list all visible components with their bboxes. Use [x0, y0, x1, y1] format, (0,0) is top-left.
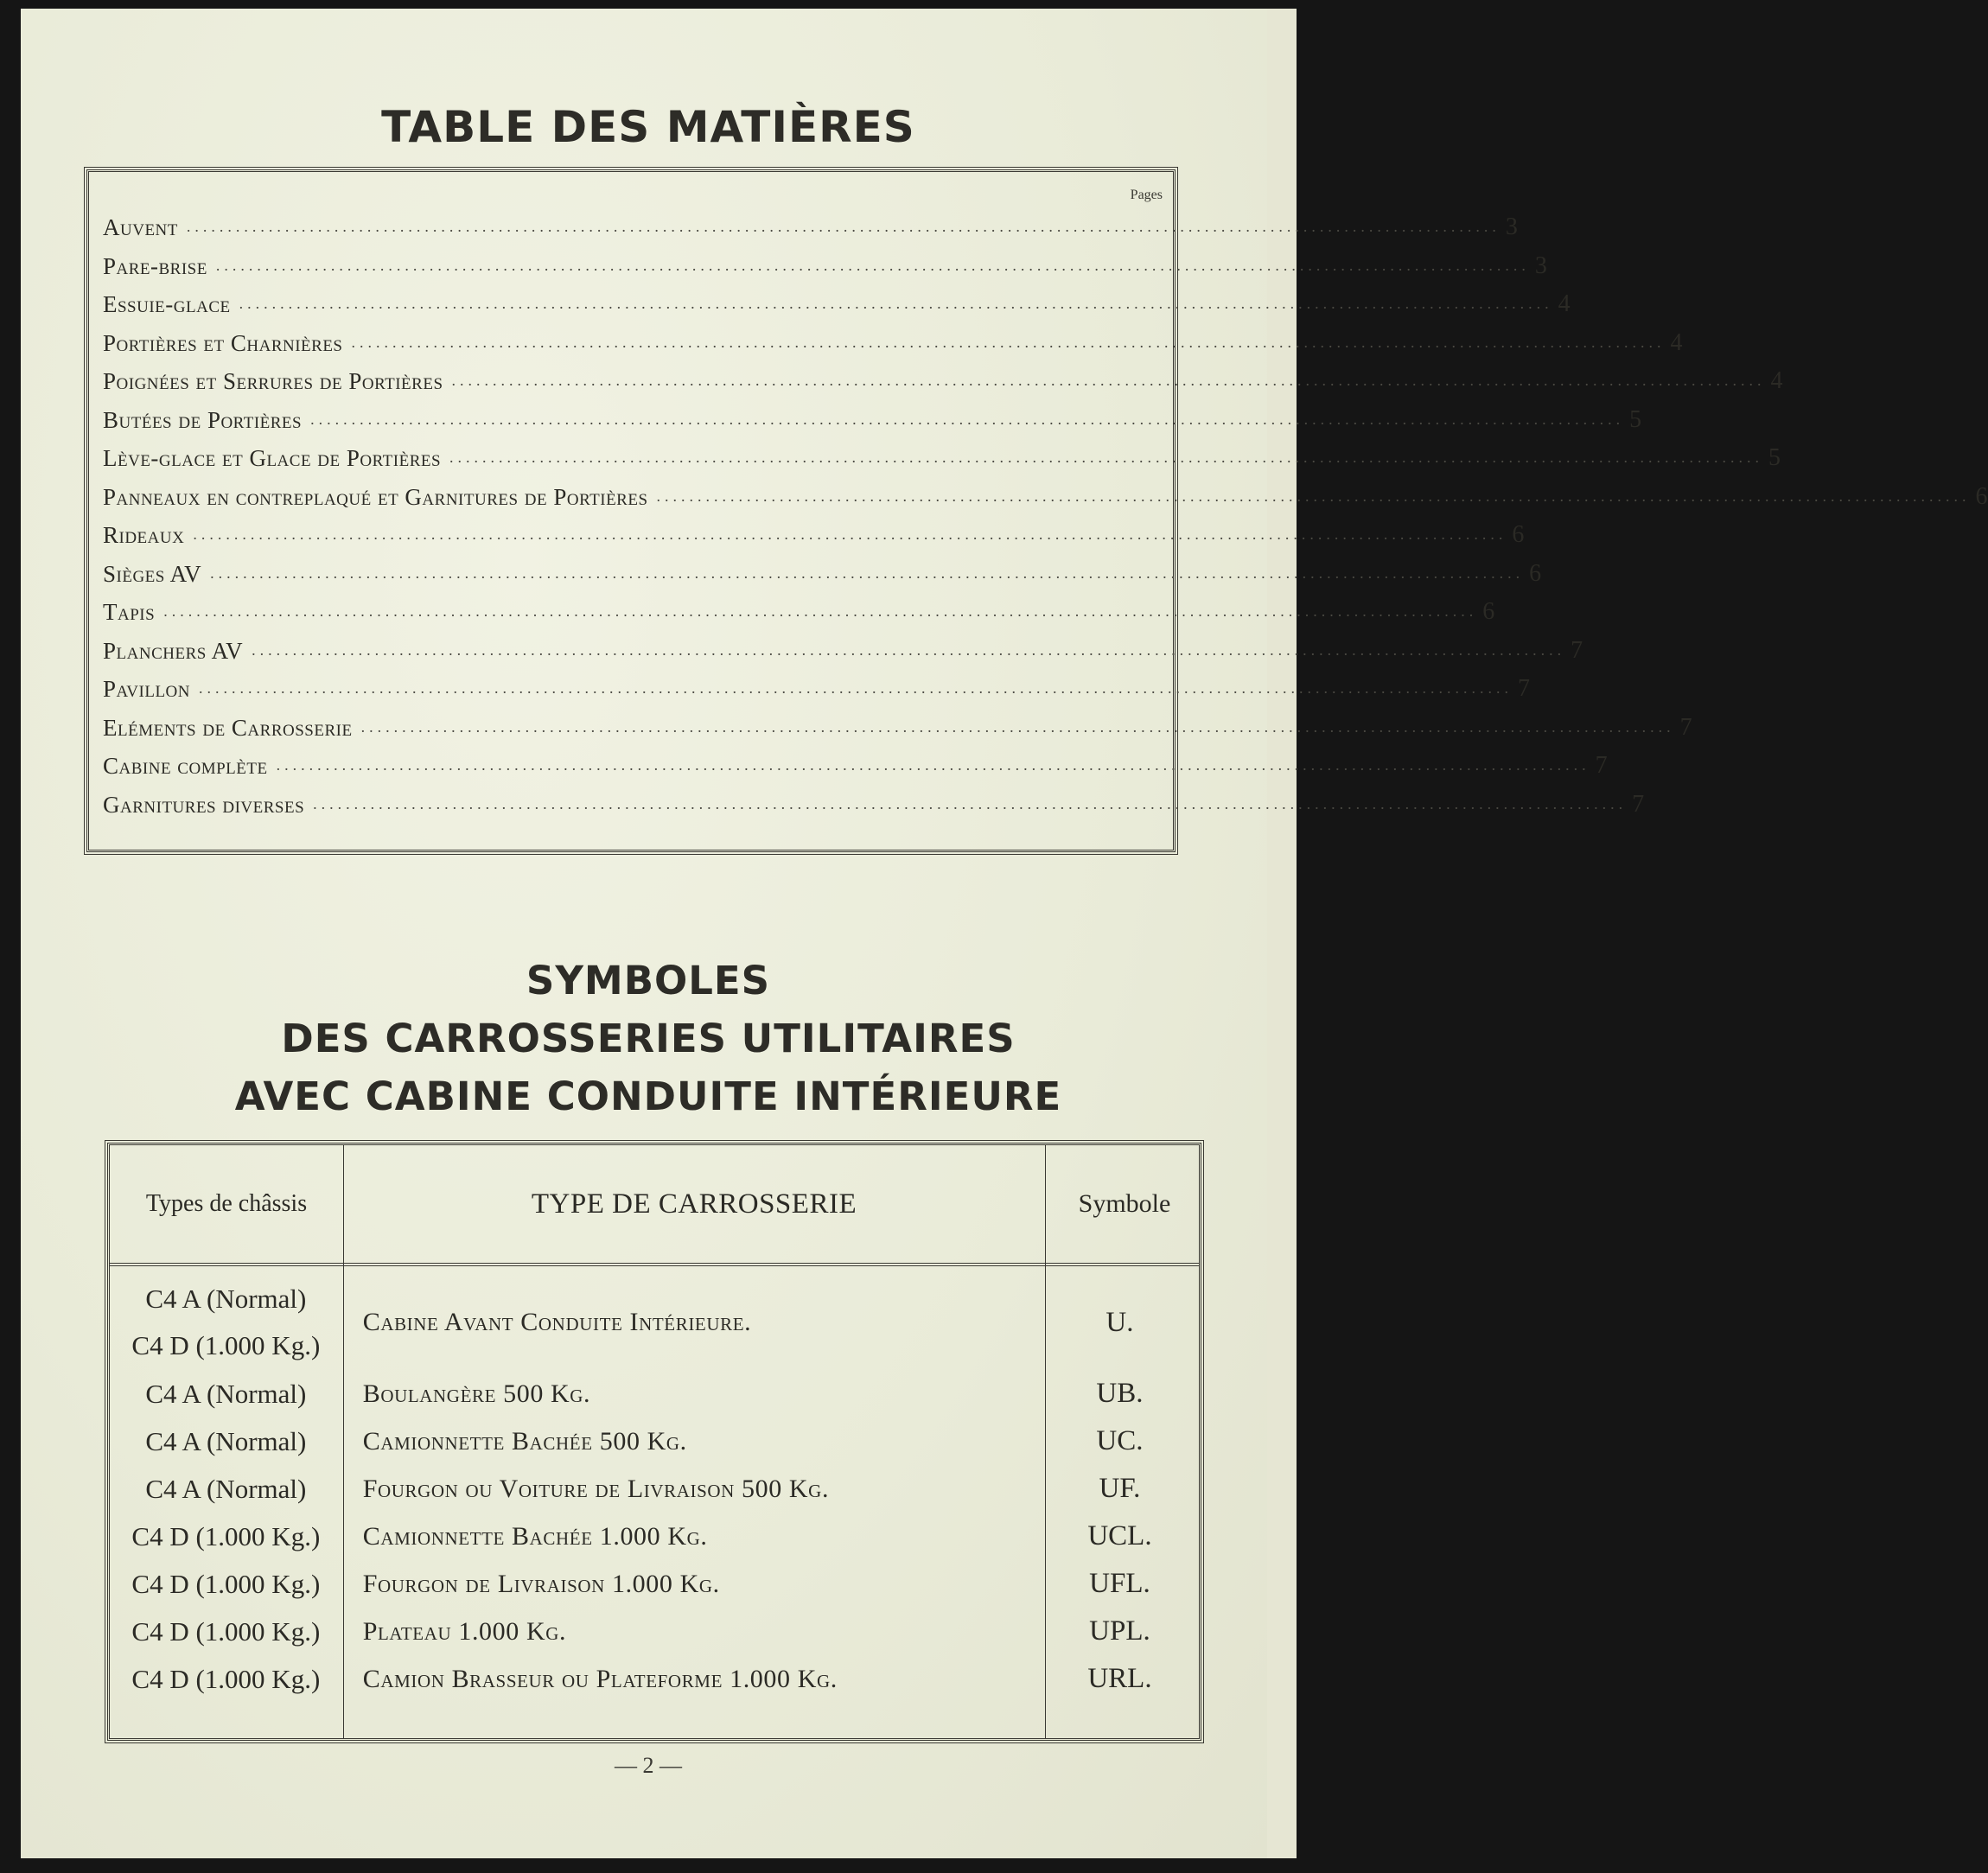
- toc-entry: [103, 514, 1525, 549]
- chassis-cell: [110, 1371, 342, 1417]
- toc-entry: [103, 437, 1781, 472]
- symbol-cell: UB.: [1096, 1378, 1144, 1409]
- toc-entry-page: 5: [1768, 444, 1781, 471]
- toc-entry-page: 7: [1518, 675, 1531, 702]
- dot-leader: ................................................................................................................................................................: [215, 256, 1530, 274]
- toc-entry-page: 7: [1679, 713, 1693, 741]
- toc-entry-page: 6: [1512, 521, 1525, 548]
- toc-entry-page: 7: [1571, 636, 1583, 664]
- table-row: [110, 1465, 1199, 1513]
- toc-entry-label: Butées de Portières: [103, 406, 303, 433]
- pages-column-label: Pages: [1130, 188, 1163, 202]
- dot-leader: ................................................................................................................................................................: [163, 602, 1478, 620]
- dot-leader: ................................................................................................................................................................: [210, 564, 1525, 582]
- symbols-table: [107, 1143, 1201, 1741]
- body-type-cell: Boulangère 500 Kg.: [362, 1379, 591, 1408]
- dot-leader: ................................................................................................................................................................: [351, 333, 1666, 351]
- toc-entry: [103, 745, 1609, 780]
- table-row: [110, 1560, 1199, 1608]
- chassis-cell: [110, 1276, 342, 1369]
- toc-entry: [103, 476, 1988, 511]
- body-type-cell: Fourgon ou Voiture de Livraison 500 Kg.: [362, 1474, 830, 1503]
- toc-box: [86, 169, 1988, 852]
- symbols-title-line-2: DES CARROSSERIES UTILITAIRES: [281, 1016, 1016, 1061]
- chassis-type: C4 A (Normal): [145, 1473, 307, 1504]
- dot-leader: ................................................................................................................................................................: [656, 487, 1971, 505]
- body-type-cell: Camionnette Bachée 500 Kg.: [362, 1426, 687, 1456]
- dot-leader: ................................................................................................................................................................: [252, 640, 1566, 659]
- toc-entry: [103, 591, 1495, 626]
- symbol-cell: UPL.: [1089, 1615, 1150, 1647]
- chassis-cell: [110, 1609, 342, 1655]
- symbol-cell: UCL.: [1087, 1520, 1152, 1551]
- symbols-table-header: [110, 1145, 1199, 1266]
- dot-leader: ................................................................................................................................................................: [310, 410, 1625, 428]
- dot-leader: ................................................................................................................................................................: [199, 679, 1513, 697]
- header-chassis: Types de châssis: [145, 1190, 308, 1217]
- dot-leader: ................................................................................................................................................................: [193, 526, 1507, 543]
- toc-entry: [103, 784, 1645, 819]
- toc-entry-page: 5: [1629, 405, 1642, 433]
- toc-entry-page: 3: [1534, 252, 1548, 279]
- table-row: [110, 1417, 1199, 1465]
- header-symbol: Symbole: [1078, 1189, 1171, 1218]
- symbol-cell: U.: [1106, 1306, 1134, 1338]
- symbols-title-line-1: SYMBOLES: [526, 958, 771, 1003]
- toc-entry-label: Pavillon: [103, 676, 190, 702]
- table-row: [110, 1370, 1199, 1417]
- body-type-cell: Fourgon de Livraison 1.000 Kg.: [362, 1569, 720, 1598]
- dot-leader: ................................................................................................................................................................: [313, 794, 1628, 812]
- dot-leader: ................................................................................................................................................................: [239, 295, 1553, 312]
- dot-leader: ................................................................................................................................................................: [360, 717, 1675, 736]
- chassis-type: C4 D (1.000 Kg.): [131, 1615, 321, 1647]
- toc-entry-label: Planchers AV: [103, 637, 244, 664]
- toc-entry-label: Essuie-glace: [103, 291, 231, 317]
- chassis-type: C4 D (1.000 Kg.): [131, 1520, 321, 1551]
- toc-entry-label: Cabine complète: [103, 753, 268, 779]
- body-type-cell: Camionnette Bachée 1.000 Kg.: [362, 1521, 708, 1551]
- symbol-cell: UC.: [1096, 1425, 1144, 1456]
- toc-entry-label: Garnitures diverses: [103, 791, 305, 818]
- symbols-title-line-3: AVEC CABINE CONDUITE INTÉRIEURE: [234, 1073, 1062, 1119]
- toc-entry: [103, 207, 1519, 241]
- toc-entry: [103, 553, 1542, 588]
- toc-title: TABLE DES MATIÈRES: [381, 102, 915, 152]
- toc-entry-label: Rideaux: [103, 522, 185, 548]
- chassis-type: C4 A (Normal): [145, 1378, 307, 1409]
- toc-entry-label: Panneaux en contreplaqué et Garnitures de Portières: [103, 483, 648, 510]
- dot-leader: ................................................................................................................................................................: [276, 756, 1590, 774]
- toc-entry-label: Pare-brise: [103, 252, 207, 279]
- toc-entry: [103, 283, 1571, 318]
- chassis-cell: [110, 1466, 342, 1513]
- toc-entry-page: 3: [1505, 213, 1519, 240]
- symbol-cell: UF.: [1099, 1473, 1141, 1504]
- chassis-type: C4 D (1.000 Kg.): [131, 1330, 321, 1360]
- table-row: [110, 1513, 1199, 1560]
- body-type-cell: Cabine Avant Conduite Intérieure.: [362, 1308, 752, 1336]
- chassis-type: C4 D (1.000 Kg.): [131, 1663, 321, 1694]
- toc-entry: [103, 360, 1784, 395]
- symbol-cell: URL.: [1087, 1663, 1152, 1694]
- dot-leader: ................................................................................................................................................................: [186, 218, 1501, 235]
- table-row: [110, 1275, 1199, 1370]
- toc-entry-page: 6: [1975, 482, 1988, 510]
- page-number: — 2 —: [615, 1753, 682, 1778]
- body-type-cell: Plateau 1.000 Kg.: [362, 1616, 567, 1646]
- symbol-cell: UFL.: [1089, 1568, 1150, 1599]
- toc-entry-label: Sièges AV: [103, 560, 202, 587]
- toc-entry: [103, 245, 1548, 280]
- toc-entry-page: 7: [1595, 752, 1609, 779]
- table-row: [110, 1608, 1199, 1655]
- toc-entry: [103, 322, 1683, 357]
- chassis-type: C4 A (Normal): [145, 1284, 307, 1314]
- toc-entry-label: Portières et Charnières: [103, 329, 343, 356]
- chassis-type: C4 D (1.000 Kg.): [131, 1568, 321, 1599]
- toc-entry-label: Lève-glace et Glace de Portières: [103, 445, 442, 471]
- toc-entry-page: 6: [1482, 598, 1495, 625]
- toc-entry-page: 4: [1670, 328, 1683, 356]
- toc-entry: [103, 668, 1531, 703]
- toc-entry-label: Eléments de Carrosserie: [103, 714, 353, 741]
- table-row: [110, 1655, 1199, 1703]
- toc-entry: [103, 399, 1642, 434]
- dot-leader: ................................................................................................................................................................: [451, 372, 1766, 389]
- chassis-type: C4 A (Normal): [145, 1425, 307, 1456]
- body-type-cell: Camion Brasseur ou Plateforme 1.000 Kg.: [362, 1664, 838, 1693]
- toc-entry-page: 4: [1770, 367, 1784, 394]
- toc-entry-label: Auvent: [103, 214, 178, 240]
- chassis-cell: [110, 1656, 342, 1703]
- toc-entry-label: Poignées et Serrures de Portières: [103, 368, 443, 394]
- toc-entry-page: 6: [1529, 559, 1542, 587]
- toc-entry: [103, 707, 1693, 742]
- dot-leader: ................................................................................................................................................................: [449, 449, 1764, 466]
- page-edge: [1267, 9, 1297, 1858]
- toc-entry: [103, 630, 1583, 665]
- toc-entry-page: 4: [1558, 290, 1571, 317]
- header-body-type: TYPE DE CARROSSERIE: [531, 1188, 857, 1220]
- toc-entry-label: Tapis: [103, 599, 156, 625]
- chassis-cell: [110, 1561, 342, 1608]
- toc-entry-page: 7: [1632, 790, 1645, 818]
- chassis-cell: [110, 1418, 342, 1465]
- chassis-cell: [110, 1513, 342, 1560]
